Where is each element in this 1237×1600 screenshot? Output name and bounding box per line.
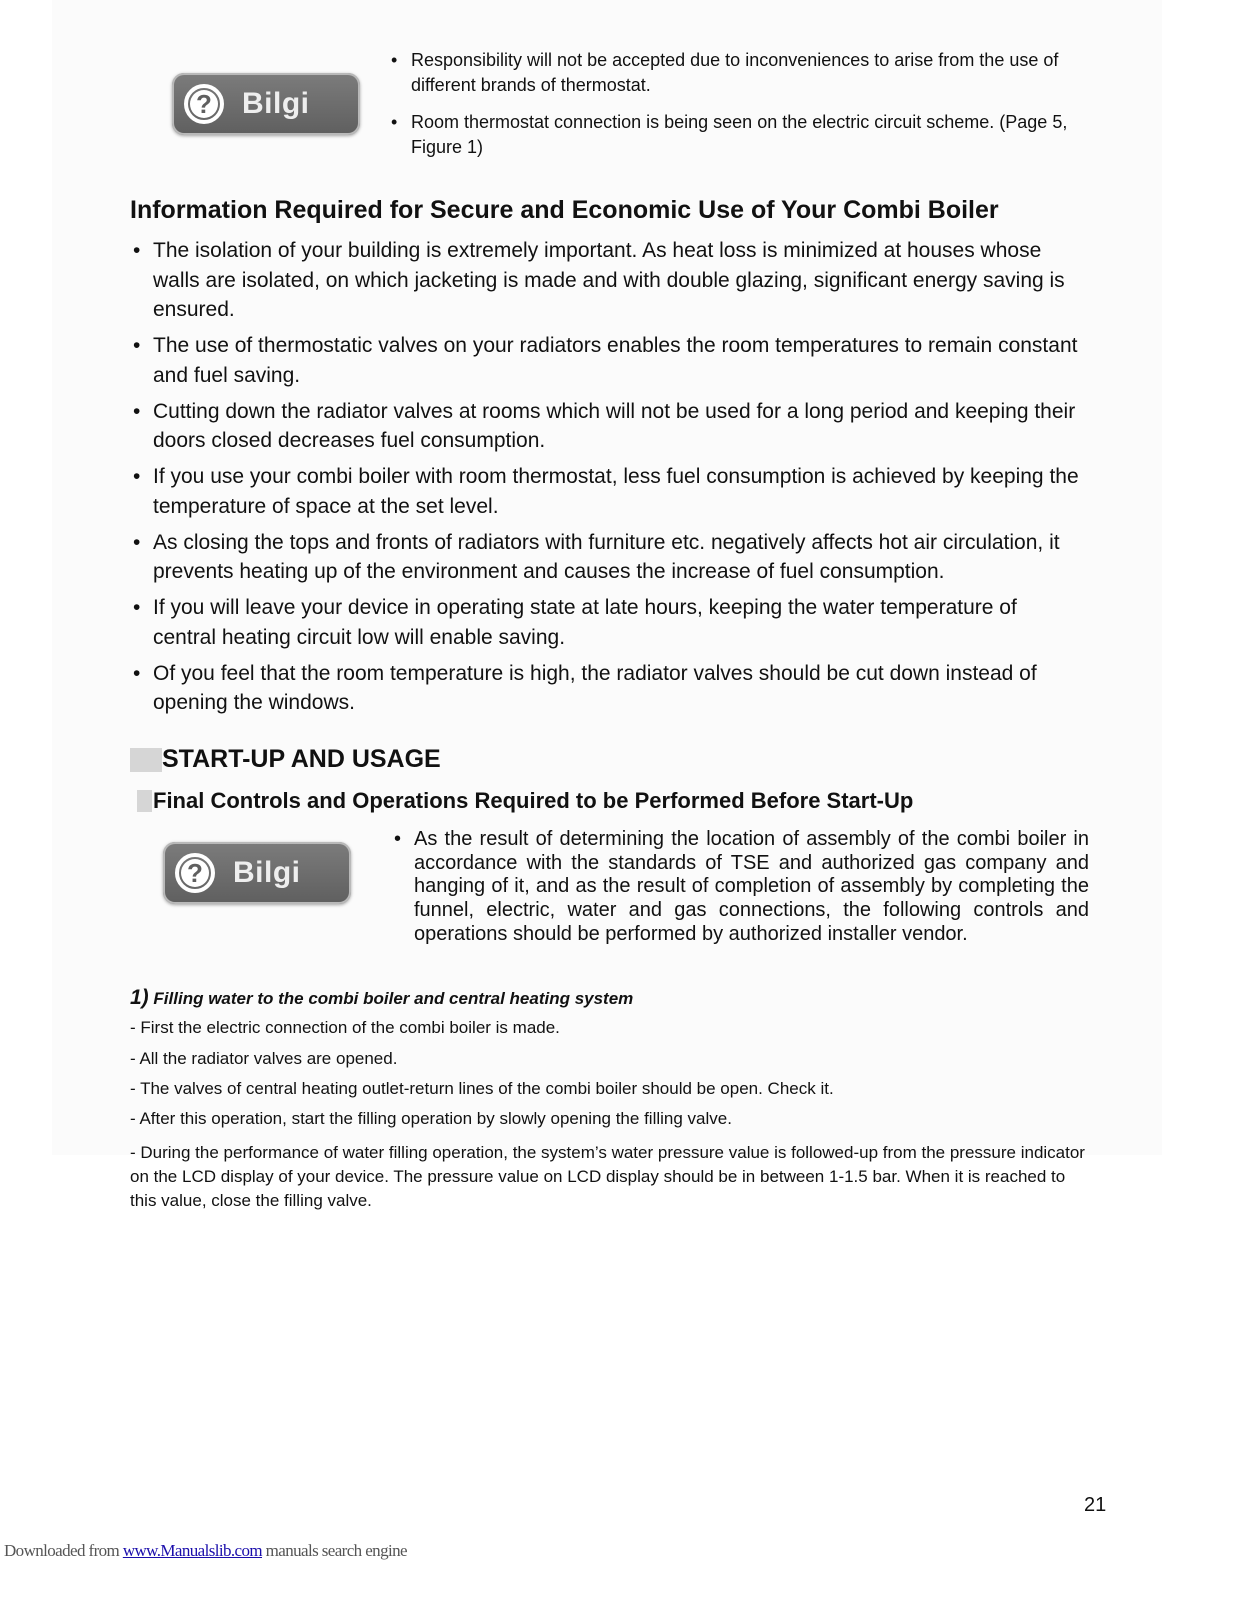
footer-prefix: Downloaded from <box>4 1541 123 1560</box>
step-line: - After this operation, start the filling operation by slowly opening the filling valve. <box>130 1109 732 1128</box>
step-line: - All the radiator valves are opened. <box>130 1049 398 1068</box>
list-item: • As the result of determining the location of assembly of the combi boiler in accordance with the standards of TSE and authorized gas company and hanging of it, and as the result of completion of assembly by completing the funnel, electric, water and gas connections, the following controls and operations should be performed by authorized installer vendor. <box>392 828 1089 947</box>
list-item: • Of you feel that the room temperature is high, the radiator valves should be cut down instead of opening the windows. <box>131 659 1081 718</box>
info-badge <box>172 73 360 135</box>
list-item: • Cutting down the radiator valves at rooms which will not be used for a long period and keeping their doors closed decreases fuel consumption. <box>131 397 1081 456</box>
step-title <box>130 986 633 1010</box>
list-item: • The use of thermostatic valves on your radiators enables the room temperatures to remain constant and fuel saving. <box>131 331 1081 390</box>
list-item: • As closing the tops and fronts of radiators with furniture etc. negatively affects hot air circulation, it prevents heating up of the environment and causes the increase of fuel consumption. <box>131 528 1081 587</box>
step-line: - The valves of central heating outlet-return lines of the combi boiler should be open. Check it. <box>130 1079 834 1098</box>
step-line: - During the performance of water filling operation, the system’s water pressure value is followed-up from the pressure indicator on the LCD display of your device. The pressure value on LCD display should be in between 1-1.5 bar. When it is reached to this value, close the filling valve. <box>130 1143 1085 1210</box>
footer-suffix: manuals search engine <box>262 1541 407 1560</box>
section-marker <box>130 748 162 772</box>
list-item: • If you will leave your device in operating state at late hours, keeping the water temperature of central heating circuit low will enable saving. <box>131 593 1081 652</box>
step-title-text: Filling water to the combi boiler and central heating system <box>153 989 634 1008</box>
footer-link[interactable]: www.Manualslib.com <box>122 1541 263 1560</box>
section-heading: START-UP AND USAGE <box>162 745 441 773</box>
section-title: Information Required for Secure and Economic Use of Your Combi Boiler <box>130 196 999 224</box>
info-badge <box>163 842 351 904</box>
download-footer <box>4 1541 407 1561</box>
list-item: • Room thermostat connection is being seen on the electric circuit scheme. (Page 5, Figure 1) <box>389 110 1069 160</box>
subsection-marker <box>137 790 152 812</box>
list-item: • Responsibility will not be accepted due to inconveniences to arise from the use of different brands of thermostat. <box>389 48 1069 98</box>
top-notes-list <box>389 48 1069 172</box>
list-item: • The isolation of your building is extremely important. As heat loss is minimized at houses whose walls are isolated, on which jacketing is made and with double glazing, significant energy saving is ensured. <box>131 236 1081 325</box>
info-badge-label: Bilgi <box>242 87 310 120</box>
question-icon: ? <box>175 853 215 893</box>
list-item: • If you use your combi boiler with room thermostat, less fuel consumption is achieved by keeping the temperature of space at the set level. <box>131 462 1081 521</box>
startup-note-list <box>392 828 1089 947</box>
question-icon: ? <box>184 84 224 124</box>
page-number: 21 <box>1084 1494 1107 1516</box>
step-number: 1) <box>130 986 149 1009</box>
info-badge-label: Bilgi <box>233 856 301 889</box>
info-list <box>131 236 1081 724</box>
subsection-heading: Final Controls and Operations Required to be Performed Before Start-Up <box>153 788 914 813</box>
step-line: - First the electric connection of the combi boiler is made. <box>130 1018 560 1037</box>
